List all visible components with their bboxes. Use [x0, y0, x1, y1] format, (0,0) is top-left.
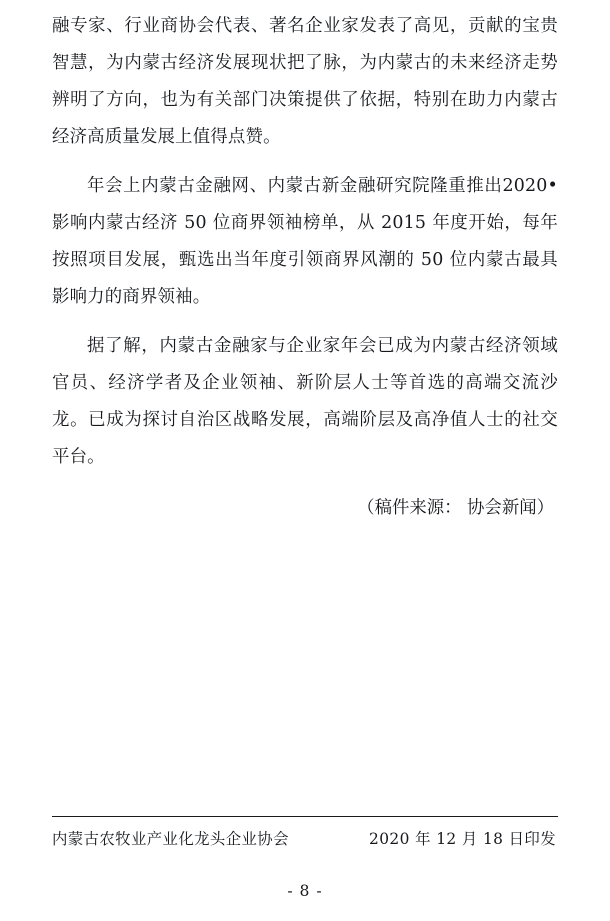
paragraph-annual-meeting-list: 年会上内蒙古金融网、内蒙古新金融研究院隆重推出2020•影响内蒙古经济 50 位商界领袖榜单，从 2015 年度开始，每年按照项目发展，甄选出当年度引领商界风潮的 50 位内蒙古最具影响力的商界领袖。 [52, 176, 558, 307]
footer-divider [52, 816, 558, 817]
page-number: - 8 - [287, 882, 323, 900]
document-body [52, 8, 558, 526]
paragraph-continuation: 融专家、行业商协会代表、著名企业家发表了高见，贡献的宝贵智慧，为内蒙古经济发展现状把了脉，为内蒙古的未来经济走势辨明了方向，也为有关部门决策提供了依据，特别在助力内蒙古经济高质量发展上值得点赞。 [52, 16, 558, 147]
footer-organization: 内蒙古农牧业产业化龙头企业协会 [52, 830, 289, 848]
paragraph-background-info: 据了解，内蒙古金融家与企业家年会已成为内蒙古经济领域官员、经济学者及企业领袖、新阶层人士等首选的高端交流沙龙。已成为探讨自治区战略发展，高端阶层及高净值人士的社交平台。 [52, 336, 558, 467]
source-attribution: （稿件来源： 协会新闻） [357, 498, 554, 518]
page-footer [52, 824, 558, 854]
footer-publish-date: 2020 年 12 月 18 日印发 [369, 830, 556, 848]
